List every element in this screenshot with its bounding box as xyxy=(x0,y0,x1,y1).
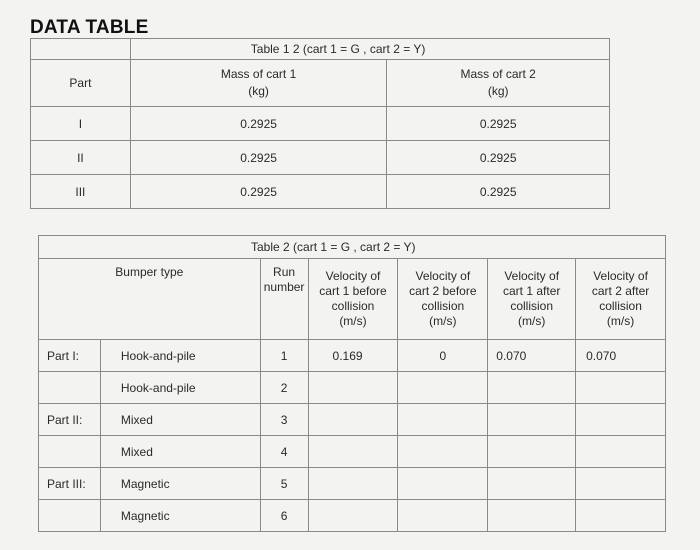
page-heading: DATA TABLE xyxy=(30,17,149,38)
v1-before-cell xyxy=(308,436,398,468)
v2-before-cell xyxy=(398,468,488,500)
header-v2-after: Velocity of cart 2 after collision (m/s) xyxy=(576,259,666,340)
v2-before-cell xyxy=(398,404,488,436)
v2-after-cell: 0.070 xyxy=(576,340,666,372)
mass-cart-1-cell: 0.2925 xyxy=(130,175,387,209)
v1-before-cell xyxy=(308,468,398,500)
part-label xyxy=(39,436,101,468)
part-label: Part II: xyxy=(39,404,101,436)
run-number-cell: 3 xyxy=(260,404,308,436)
header-mass-cart-2: Mass of cart 2 (kg) xyxy=(387,60,610,107)
header-v1-before: Velocity of cart 1 before collision (m/s) xyxy=(308,259,398,340)
run-number-cell: 5 xyxy=(260,468,308,500)
header-mass-cart-1: Mass of cart 1 (kg) xyxy=(130,60,387,107)
table-2-caption: Table 2 (cart 1 = G , cart 2 = Y) xyxy=(39,236,666,259)
mass-cart-2-cell: 0.2925 xyxy=(387,107,610,141)
v2-before-cell xyxy=(398,436,488,468)
table-2-velocity xyxy=(38,235,666,532)
v1-before-cell xyxy=(308,372,398,404)
part-label xyxy=(39,500,101,532)
part-label: Part I: xyxy=(39,340,101,372)
header-bumper-type: Bumper type xyxy=(39,259,261,340)
part-label: I xyxy=(31,107,131,141)
v2-after-cell xyxy=(576,500,666,532)
header-v2-before: Velocity of cart 2 before collision (m/s) xyxy=(398,259,488,340)
v1-after-cell: 0.070 xyxy=(488,340,576,372)
bumper-type-cell: Mixed xyxy=(100,436,260,468)
part-label xyxy=(39,372,101,404)
part-label: III xyxy=(31,175,131,209)
v1-after-cell xyxy=(488,372,576,404)
bumper-type-cell: Hook-and-pile xyxy=(100,340,260,372)
header-v1-after: Velocity of cart 1 after collision (m/s) xyxy=(488,259,576,340)
run-number-cell: 2 xyxy=(260,372,308,404)
table-1-caption: Table 1 2 (cart 1 = G , cart 2 = Y) xyxy=(130,39,609,60)
v2-before-cell: 0 xyxy=(398,340,488,372)
v2-after-cell xyxy=(576,372,666,404)
run-number-cell: 4 xyxy=(260,436,308,468)
v2-after-cell xyxy=(576,436,666,468)
v1-before-cell xyxy=(308,500,398,532)
bumper-type-cell: Magnetic xyxy=(100,468,260,500)
v2-after-cell xyxy=(576,404,666,436)
part-label: II xyxy=(31,141,131,175)
v1-after-cell xyxy=(488,436,576,468)
v1-after-cell xyxy=(488,404,576,436)
v2-after-cell xyxy=(576,468,666,500)
mass-cart-2-cell: 0.2925 xyxy=(387,175,610,209)
run-number-cell: 6 xyxy=(260,500,308,532)
bumper-type-cell: Magnetic xyxy=(100,500,260,532)
v2-before-cell xyxy=(398,372,488,404)
mass-cart-2-cell: 0.2925 xyxy=(387,141,610,175)
mass-cart-1-cell: 0.2925 xyxy=(130,141,387,175)
v1-before-cell xyxy=(308,404,398,436)
v1-after-cell xyxy=(488,500,576,532)
v1-before-cell: 0.169 xyxy=(308,340,398,372)
bumper-type-cell: Hook-and-pile xyxy=(100,372,260,404)
v1-after-cell xyxy=(488,468,576,500)
table-1-mass xyxy=(30,38,610,209)
part-label: Part III: xyxy=(39,468,101,500)
header-part: Part xyxy=(31,60,131,107)
mass-cart-1-cell: 0.2925 xyxy=(130,107,387,141)
run-number-cell: 1 xyxy=(260,340,308,372)
v2-before-cell xyxy=(398,500,488,532)
header-run-number: Run number xyxy=(260,259,308,340)
bumper-type-cell: Mixed xyxy=(100,404,260,436)
